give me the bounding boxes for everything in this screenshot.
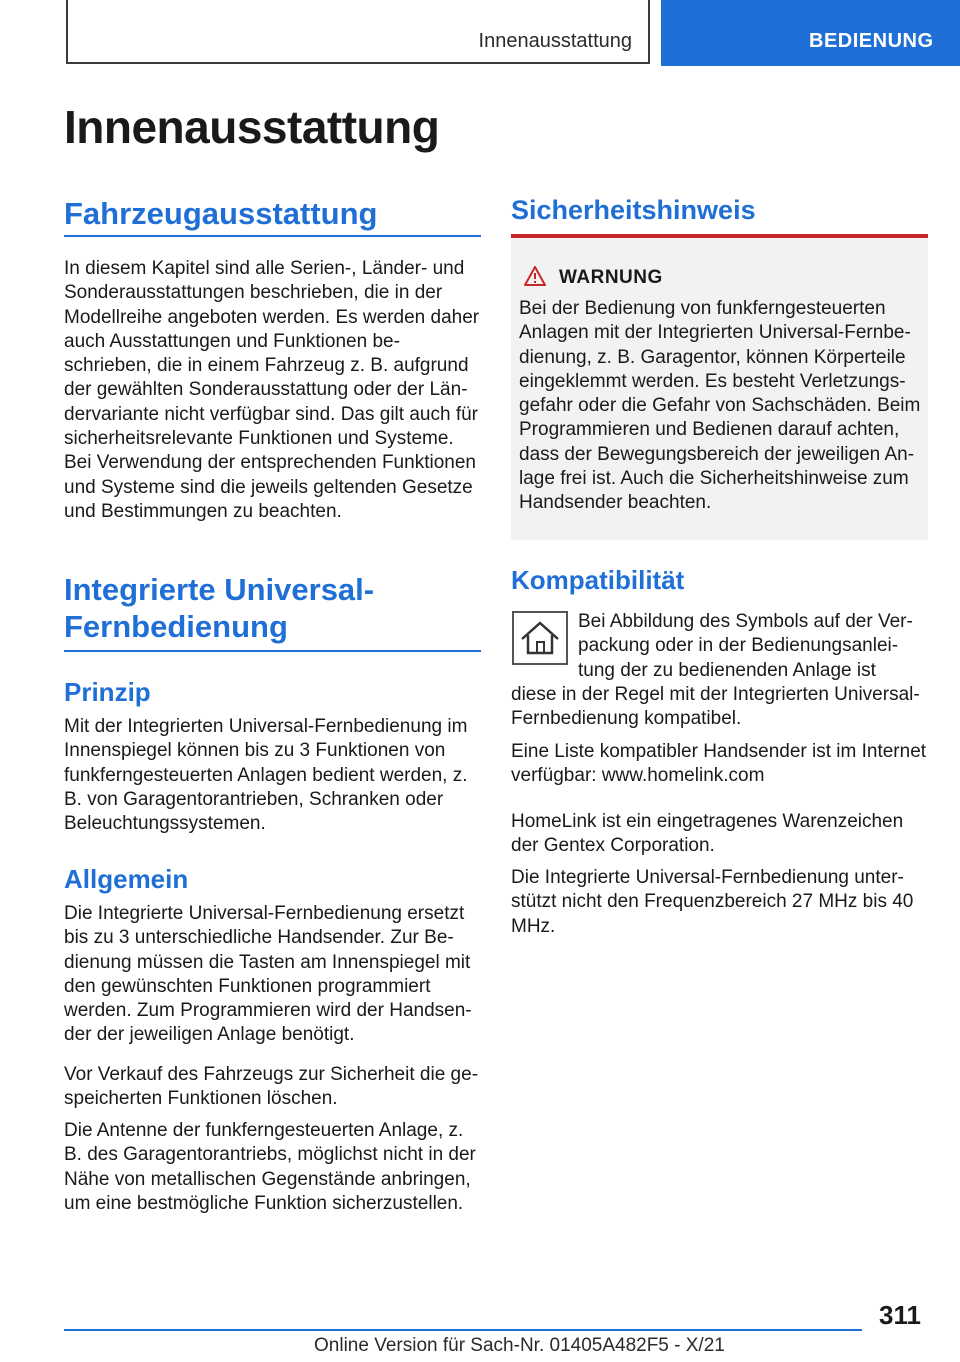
warning-triangle-icon — [524, 266, 546, 286]
footer-rule — [64, 1329, 862, 1331]
paragraph-prinzip: Mit der Integrierten Universal-Fernbedienung im Innenspiegel können bis zu 3 Funktionen von funkferngesteuerten Anlagen bedient werden, z. B. von Garagentorantrieben, Schranken oder Beleuchtungssystemen. — [64, 716, 468, 835]
paragraph-allgemein-2: Vor Verkauf des Fahrzeugs zur Sicherheit die gespeicherten Funktionen löschen. — [64, 1064, 479, 1110]
heading-prinzip: Prinzip — [64, 677, 151, 707]
warning-box — [511, 234, 928, 540]
paragraph-kompat-4: Die Integrierte Universal-Fernbedienung unterstützt nicht den Frequenzbereich 27 MHz bis 40 MHz. — [511, 867, 914, 937]
paragraph-allgemein-3: Die Antenne der funkferngesteuerten Anlage, z. B. des Garagentorantriebs, möglichst nicht in der Nähe von metallischen Gegenstände anbringen, um eine bestmögliche Funktion sicherzustellen. — [64, 1120, 476, 1214]
paragraph-kompat-1a: Bei Abbildung des Symbols auf der Verpackung oder in der Bedienungsanleitung der zu bedienenden Anlage ist — [578, 611, 913, 681]
heading-kompatibilitaet: Kompatibilität — [511, 565, 685, 595]
page-title: Innenausstattung — [64, 101, 440, 153]
heading-integrierte-line1: Integrierte Universal- — [64, 572, 375, 607]
warning-label: WARNUNG — [559, 267, 663, 288]
heading-fahrzeugausstattung: Fahrzeugausstattung — [64, 196, 378, 231]
header-section-label: Innenausstattung — [478, 30, 632, 52]
header-section-tab — [66, 0, 650, 64]
paragraph-kompat-3: HomeLink ist ein eingetragenes Warenzeichen der Gentex Corporation. — [511, 811, 904, 857]
footer-online-version: Online Version für Sach-Nr. 01405A482F5 - X/21 — [314, 1335, 725, 1356]
heading-sicherheitshinweis: Sicherheitshinweis — [511, 195, 756, 225]
heading-rule — [64, 650, 481, 652]
header-chapter-label: BEDIENUNG — [809, 30, 934, 52]
warning-text: Bei der Bedienung von funkferngesteuerten Anlagen mit der Integrierten Universal-Fernbedienung, z. B. Garagentor, können Körperteile eingeklemmt werden. Es besteht Verletzungsgefahr oder die Gefahr von Sachschäden. Beim Programmieren und Bedienen darauf achten, dass der Bewegungsbereich der jeweiligen Anlage frei ist. Auch die Sicherheitshinweise zum Handsender beachten. — [519, 298, 921, 514]
paragraph-kompat-2: Eine Liste kompatibler Handsender ist im Internet verfügbar: www.homelink.com — [511, 741, 927, 787]
paragraph-fahrzeugausstattung: In diesem Kapitel sind alle Serien-, Länder- und Sonderausstattungen beschrieben, die in der Modellreihe angeboten werden. Es werden daher auch Ausstattungen und Funktionen beschrieben, die in einem Fahrzeug z. B. aufgrund der gewählten Sonderausstattung oder der Ländervariante nicht verfügbar sind. Das gilt auch für sicherheitsrelevante Funktionen und Systeme. Bei Verwendung der entsprechenden Funktionen und Systeme sind die jeweils geltenden Gesetze und Bestimmungen zu beachten. — [64, 258, 480, 522]
header-chapter-tab — [661, 0, 960, 66]
page-number: 311 — [879, 1300, 921, 1330]
heading-integrierte-line2: Fernbedienung — [64, 609, 288, 644]
heading-rule — [64, 235, 481, 237]
paragraph-kompat-1b: diese in der Regel mit der Integrierten Universal-Fernbedienung kompatibel. — [511, 684, 920, 730]
homelink-house-icon — [512, 611, 568, 665]
heading-allgemein: Allgemein — [64, 864, 189, 894]
paragraph-allgemein-1: Die Integrierte Universal-Fernbedienung ersetzt bis zu 3 unterschiedliche Handsender. Zur Bedienung müssen die Tasten am Innenspiegel mit den gewünschten Funktionen programmiert werden. Zum Programmieren wird der Handsender der jeweiligen Anlage benötigt. — [64, 903, 472, 1046]
